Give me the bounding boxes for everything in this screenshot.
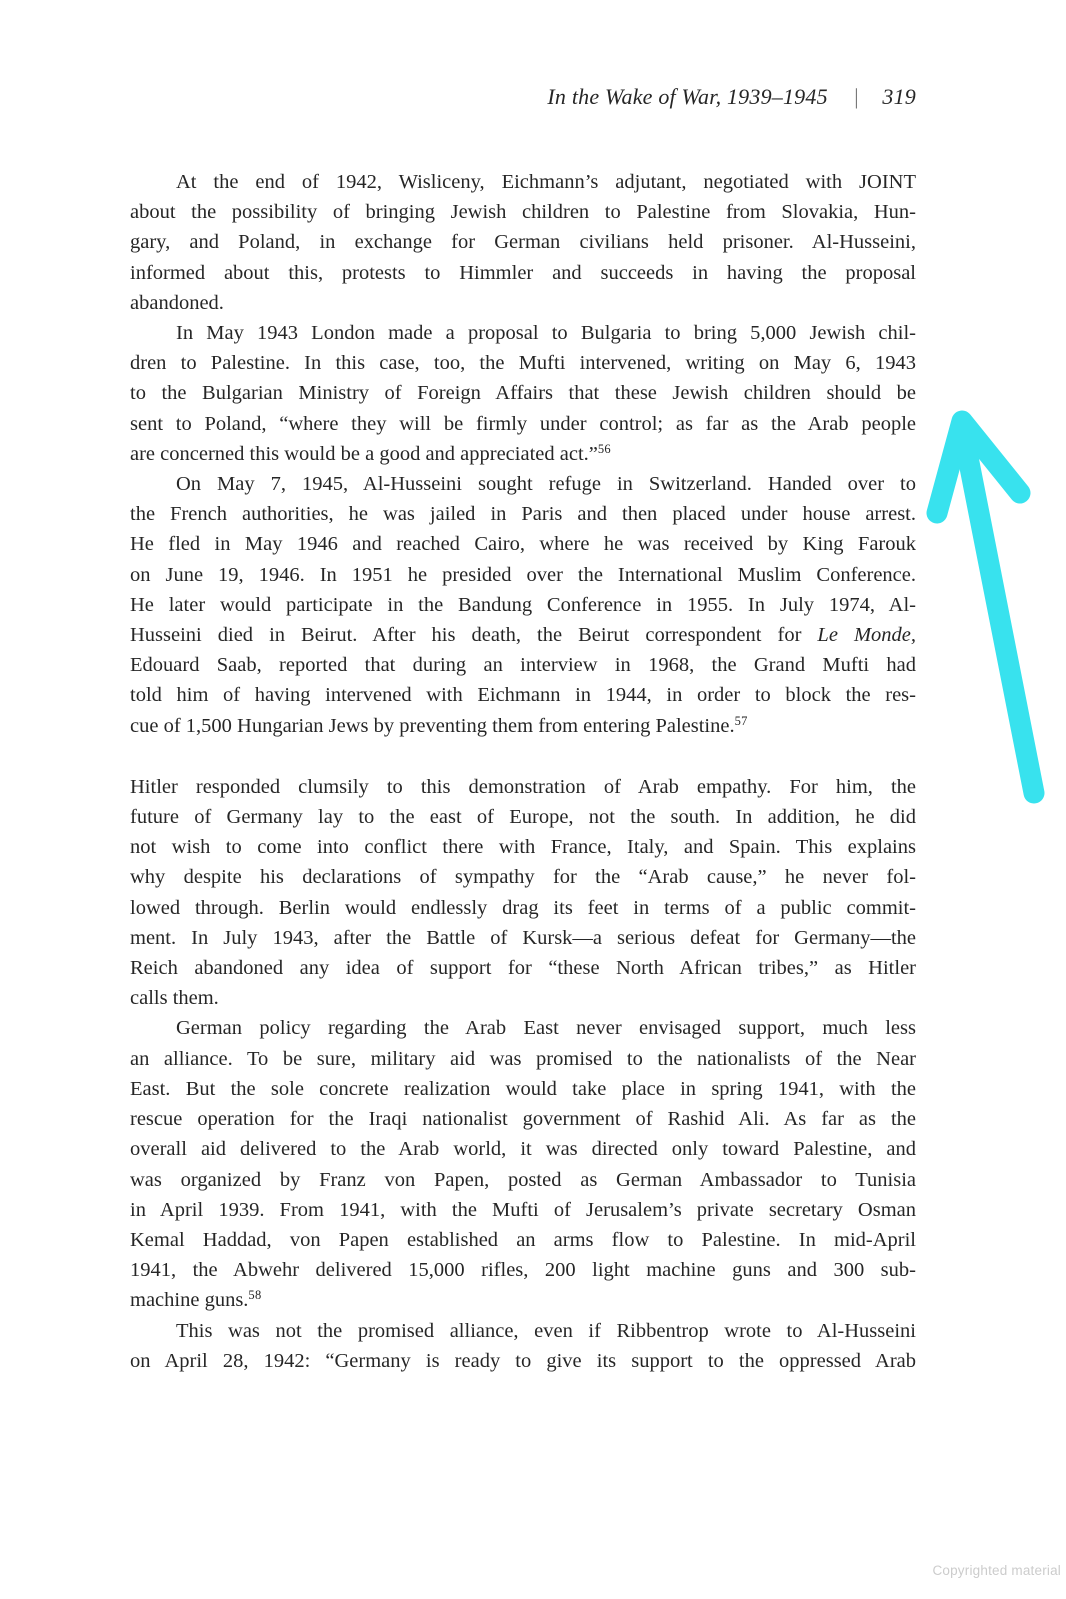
footnote-reference: 57 xyxy=(734,713,748,728)
text-line: Edouard Saab, reported that during an interview in 1968, the Grand Mufti had xyxy=(130,654,916,677)
text-line: informed about this, protests to Himmler and succeeds in having the proposal xyxy=(130,261,916,284)
text-line: machine guns.$^{58}$ xyxy=(130,1288,262,1312)
text-line: German policy regarding the Arab East never envisaged support, much less xyxy=(176,1017,916,1040)
footnote-reference: 58 xyxy=(248,1288,262,1303)
paragraph xyxy=(130,318,916,469)
text-line: not wish to come into conflict there with France, Italy, and Spain. This explains xyxy=(130,836,916,859)
text-line: in April 1939. From 1941, with the Mufti of Jerusalem’s private secretary Osman xyxy=(130,1198,916,1221)
header-separator: | xyxy=(854,84,858,109)
text-line: rescue operation for the Iraqi nationalist government of Rashid Ali. As far as the xyxy=(130,1108,916,1131)
text-line: Kemal Haddad, von Papen established an arms flow to Palestine. In mid-April xyxy=(130,1228,916,1251)
text-line: why despite his declarations of sympathy for the “Arab cause,” he never fol- xyxy=(130,866,916,889)
paragraph xyxy=(130,1316,916,1376)
footnote-reference: 56 xyxy=(597,441,611,456)
text-line: gary, and Poland, in exchange for German civilians held prisoner. Al-Husseini, xyxy=(130,231,916,254)
text-line: future of Germany lay to the east of Europe, not the south. In addition, he did xyxy=(130,806,916,829)
text-line: Reich abandoned any idea of support for “these North African tribes,” as Hitler xyxy=(130,957,916,980)
text-line: told him of having intervened with Eichmann in 1944, in order to block the res- xyxy=(130,684,916,707)
text-line: East. But the sole concrete realization would take place in spring 1941, with the xyxy=(130,1077,916,1100)
text-line: on April 28, 1942: “Germany is ready to give its support to the oppressed Arab xyxy=(130,1349,916,1372)
chapter-title: In the Wake of War, 1939–1945 xyxy=(547,84,828,109)
paragraph xyxy=(130,167,916,318)
paragraph xyxy=(130,469,916,741)
text-block xyxy=(130,167,916,1376)
running-header xyxy=(130,84,916,110)
text-line: Hitler responded clumsily to this demonstration of Arab empathy. For him, the xyxy=(130,775,916,798)
text-line: Husseini died in Beirut. After his death, the Beirut correspondent for Le Monde, xyxy=(130,624,916,647)
text-line: This was not the promised alliance, even if Ribbentrop wrote to Al-Husseini xyxy=(176,1319,916,1342)
text-line: was organized by Franz von Papen, posted as German Ambassador to Tunisia xyxy=(130,1168,916,1191)
arrow-head-icon xyxy=(937,421,1020,513)
text-line: an alliance. To be sure, military aid was promised to the nationalists of the Near xyxy=(130,1047,916,1070)
arrow-shaft-icon xyxy=(965,442,1034,793)
text-line: on June 19, 1946. In 1951 he presided over the International Muslim Conference. xyxy=(130,563,916,586)
italic-text: Le Monde, xyxy=(817,624,916,647)
text-line: On May 7, 1945, Al-Husseini sought refuge in Switzerland. Handed over to xyxy=(176,473,916,496)
text-line: abandoned. xyxy=(130,291,224,314)
text-line: sent to Poland, “where they will be firmly under control; as far as the Arab people xyxy=(130,412,916,435)
paragraph xyxy=(130,1013,916,1315)
paragraph xyxy=(130,772,916,1014)
text-line: ment. In July 1943, after the Battle of Kursk—a serious defeat for Germany—the xyxy=(130,926,916,949)
text-line: He later would participate in the Bandung Conference in 1955. In July 1974, Al- xyxy=(130,593,916,616)
text-line: the French authorities, he was jailed in Paris and then placed under house arrest. xyxy=(130,503,916,526)
text-line: overall aid delivered to the Arab world, it was directed only toward Palestine, and xyxy=(130,1138,916,1161)
text-line: He fled in May 1946 and reached Cairo, where he was received by King Farouk xyxy=(130,533,916,556)
text-line: At the end of 1942, Wisliceny, Eichmann’s adjutant, negotiated with JOINT xyxy=(176,171,916,193)
text-line: dren to Palestine. In this case, too, the Mufti intervened, writing on May 6, 1943 xyxy=(130,352,916,375)
text-line: are concerned this would be a good and appreciated act.”$^{56}$ xyxy=(130,441,611,465)
text-line: 1941, the Abwehr delivered 15,000 rifles, 200 light machine guns and 300 sub- xyxy=(130,1259,916,1282)
text-line: lowed through. Berlin would endlessly drag its feet in terms of a public commit- xyxy=(130,896,916,919)
copyright-watermark: Copyrighted material xyxy=(932,1563,1061,1578)
text-line: cue of 1,500 Hungarian Jews by preventing them from entering Palestine.$^{57}$ xyxy=(130,713,748,737)
page-number: 319 xyxy=(882,84,916,109)
text-line: to the Bulgarian Ministry of Foreign Affairs that these Jewish children should be xyxy=(130,382,916,405)
text-line: In May 1943 London made a proposal to Bulgaria to bring 5,000 Jewish chil- xyxy=(176,322,916,345)
text-line: calls them. xyxy=(130,987,219,1010)
text-line: about the possibility of bringing Jewish children to Palestine from Slovakia, Hun- xyxy=(130,201,916,224)
